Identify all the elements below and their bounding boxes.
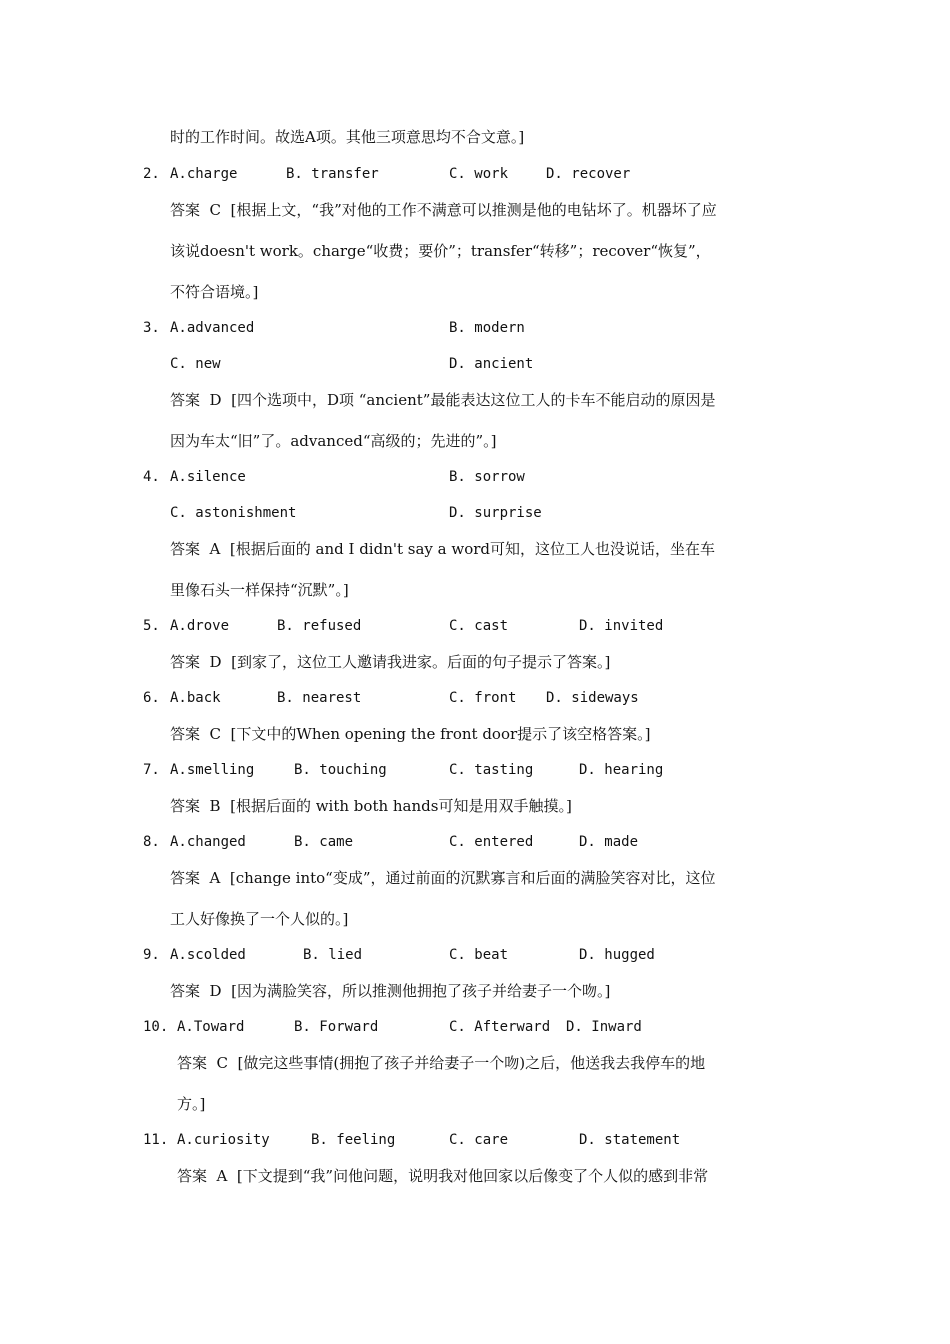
- question-number: 5.: [143, 618, 160, 634]
- option-c: C. cast: [449, 618, 509, 634]
- answer-line: 答案 A [下文提到“我”问他问题，说明我对他回家以后像变了个人似的感到非常: [177, 1167, 709, 1185]
- question-number: 8.: [143, 834, 160, 850]
- question-number: 4.: [143, 469, 160, 485]
- question-number: 11.: [143, 1132, 169, 1148]
- question-number: 3.: [143, 320, 160, 336]
- option-c: C. work: [449, 166, 509, 182]
- option-a: A.charge: [170, 166, 238, 182]
- answer-line: 该说doesn't work。charge“收费；要价”；transfer“转移”；recover“恢复”，: [170, 242, 711, 260]
- intro-tail-text: 时的工作时间。故选A项。其他三项意思均不合文意。]: [170, 128, 525, 146]
- option-b: B. modern: [449, 320, 525, 336]
- option-a: A.back: [170, 690, 221, 706]
- answer-line: 答案 D [到家了，这位工人邀请我进家。后面的句子提示了答案。]: [170, 653, 611, 671]
- answer-line: 不符合语境。]: [170, 283, 259, 301]
- question-number: 7.: [143, 762, 160, 778]
- option-a: A.advanced: [170, 320, 255, 336]
- answer-line: 答案 C [下文中的When opening the front door提示了该空格答案。]: [170, 725, 651, 743]
- option-b: B. lied: [303, 947, 363, 963]
- answer-line: 方。]: [177, 1095, 206, 1113]
- option-c: C. astonishment: [170, 505, 297, 521]
- option-b: B. feeling: [311, 1132, 396, 1148]
- option-d: D. ancient: [449, 356, 534, 372]
- option-b: B. touching: [294, 762, 387, 778]
- answer-line: 里像石头一样保持“沉默”。]: [170, 581, 349, 599]
- option-b: B. Forward: [294, 1019, 379, 1035]
- option-d: D. Inward: [566, 1019, 642, 1035]
- option-b: B. sorrow: [449, 469, 525, 485]
- option-a: A.smelling: [170, 762, 255, 778]
- option-d: D. sideways: [546, 690, 639, 706]
- option-c: C. tasting: [449, 762, 534, 778]
- answer-line: 答案 D [因为满脸笑容，所以推测他拥抱了孩子并给妻子一个吻。]: [170, 982, 611, 1000]
- option-c: C. Afterward: [449, 1019, 551, 1035]
- option-d: D. made: [579, 834, 639, 850]
- question-number: 2.: [143, 166, 160, 182]
- option-d: D. surprise: [449, 505, 542, 521]
- answer-line: 工人好像换了一个人似的。]: [170, 910, 349, 928]
- option-c: C. beat: [449, 947, 509, 963]
- option-c: C. care: [449, 1132, 509, 1148]
- answer-line: 答案 C [做完这些事情(拥抱了孩子并给妻子一个吻)之后，他送我去我停车的地: [177, 1054, 706, 1072]
- option-a: A.scolded: [170, 947, 246, 963]
- question-number: 9.: [143, 947, 160, 963]
- option-d: D. hugged: [579, 947, 655, 963]
- option-a: A.drove: [170, 618, 230, 634]
- question-number: 6.: [143, 690, 160, 706]
- option-b: B. nearest: [277, 690, 362, 706]
- option-a: A.Toward: [177, 1019, 245, 1035]
- option-c: C. entered: [449, 834, 534, 850]
- option-d: D. recover: [546, 166, 631, 182]
- answer-line: 答案 D [四个选项中，D项 “ancient”最能表达这位工人的卡车不能启动的原因是: [170, 391, 716, 409]
- answer-line: 因为车太“旧”了。advanced“高级的；先进的”。]: [170, 432, 497, 450]
- option-c: C. new: [170, 356, 221, 372]
- option-d: D. invited: [579, 618, 664, 634]
- option-c: C. front: [449, 690, 517, 706]
- option-b: B. refused: [277, 618, 362, 634]
- option-b: B. transfer: [286, 166, 379, 182]
- option-b: B. came: [294, 834, 354, 850]
- option-a: A.silence: [170, 469, 246, 485]
- option-d: D. statement: [579, 1132, 681, 1148]
- answer-line: 答案 B [根据后面的 with both hands可知是用双手触摸。]: [170, 797, 572, 815]
- answer-line: 答案 C [根据上文，“我”对他的工作不满意可以推测是他的电钻坏了。机器坏了应: [170, 201, 717, 219]
- question-number: 10.: [143, 1019, 169, 1035]
- answer-line: 答案 A [change into“变成”，通过前面的沉默寡言和后面的满脸笑容对比，这位: [170, 869, 716, 887]
- option-a: A.changed: [170, 834, 246, 850]
- option-a: A.curiosity: [177, 1132, 270, 1148]
- answer-line: 答案 A [根据后面的 and I didn't say a word可知，这位工人也没说话，坐在车: [170, 540, 716, 558]
- option-d: D. hearing: [579, 762, 664, 778]
